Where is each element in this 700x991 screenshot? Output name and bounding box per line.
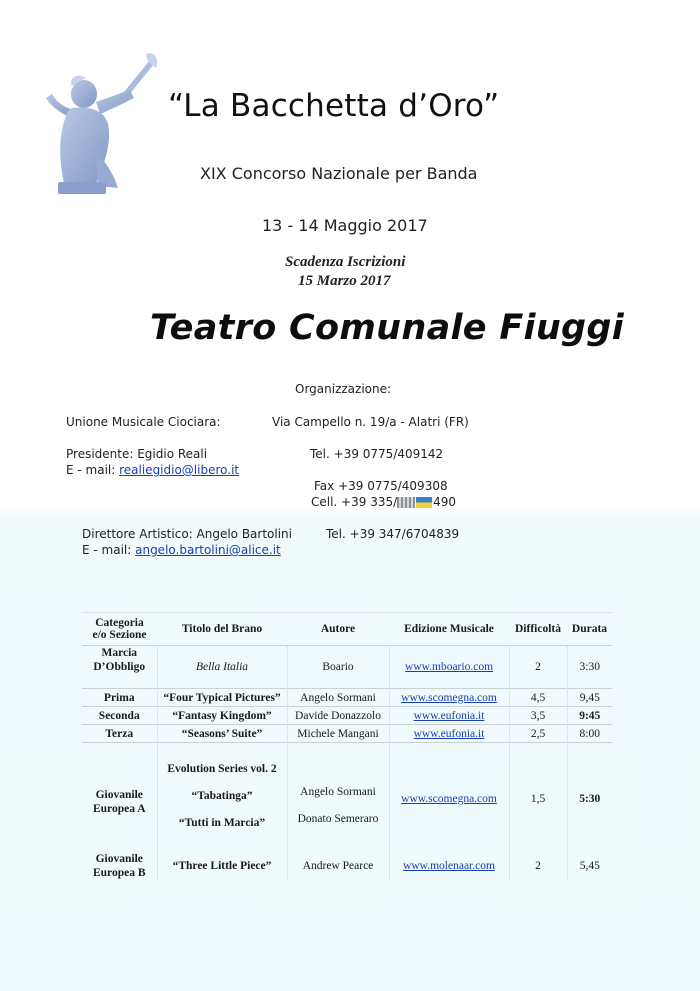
association-address: Via Campello n. 19/a - Alatri (FR) bbox=[272, 415, 469, 429]
header-title: Titolo del Brano bbox=[157, 613, 287, 646]
venue-title: Teatro Comunale Fiuggi bbox=[150, 308, 625, 348]
email-prefix: E - mail: bbox=[66, 463, 120, 477]
category-cell: Giovanile Europea B bbox=[92, 852, 146, 879]
cell-prefix: Cell. +39 335/ bbox=[311, 495, 398, 509]
duration-cell: 5,45 bbox=[567, 851, 612, 881]
president-email-link[interactable]: realiegidio@libero.it bbox=[119, 463, 240, 477]
artistic-director-email-link[interactable]: angelo.bartolini@alice.it bbox=[135, 543, 281, 557]
header-category: Categoria e/o Sezione bbox=[82, 613, 157, 646]
repertoire-table bbox=[82, 612, 612, 881]
edition-link[interactable]: www.mboario.com bbox=[404, 661, 494, 673]
author-cell: Davide Donazzolo bbox=[287, 707, 389, 725]
artistic-director-email-line bbox=[82, 543, 281, 557]
president-email-line bbox=[66, 463, 239, 477]
conductor-logo bbox=[38, 52, 168, 202]
event-title: “La Bacchetta d’Oro” bbox=[168, 88, 500, 124]
edition-cell[interactable] bbox=[389, 743, 509, 851]
author-cell: Boario bbox=[287, 646, 389, 689]
edition-link[interactable]: www.scomegna.com bbox=[401, 792, 497, 805]
artistic-director-phone: Tel. +39 347/6704839 bbox=[326, 527, 460, 541]
difficulty-cell: 3,5 bbox=[509, 707, 567, 725]
header-difficulty: Difficoltà bbox=[509, 613, 567, 646]
table-row bbox=[82, 689, 612, 707]
table-row bbox=[82, 743, 612, 851]
table-row bbox=[82, 646, 612, 689]
edition-cell[interactable] bbox=[389, 725, 509, 743]
title-cell: Evolution Series vol. 2 “Tabatinga” “Tutti in Marcia” bbox=[157, 743, 287, 851]
difficulty-cell: 1,5 bbox=[509, 743, 567, 851]
header-duration: Durata bbox=[567, 613, 612, 646]
table-row bbox=[82, 725, 612, 743]
category-cell: Seconda bbox=[98, 709, 140, 722]
edition-link[interactable]: www.molenaar.com bbox=[403, 859, 495, 872]
event-dates: 13 - 14 Maggio 2017 bbox=[262, 216, 428, 235]
category-cell: Marcia D’Obbligo bbox=[93, 647, 146, 673]
table-row bbox=[82, 707, 612, 725]
title-cell: “Three Little Piece” bbox=[157, 851, 287, 881]
author-cell: Angelo Sormani bbox=[287, 689, 389, 707]
deadline-label: Scadenza Iscrizioni bbox=[285, 254, 406, 270]
table-header-row bbox=[82, 613, 612, 646]
duration-cell: 8:00 bbox=[567, 725, 612, 743]
difficulty-cell: 2 bbox=[509, 646, 567, 689]
header-edition: Edizione Musicale bbox=[389, 613, 509, 646]
category-cell: Terza bbox=[105, 727, 134, 740]
president-name: Presidente: Egidio Reali bbox=[66, 447, 208, 461]
edition-cell[interactable] bbox=[389, 646, 509, 689]
fax-number: Fax +39 0775/409308 bbox=[314, 479, 448, 493]
artistic-director-name: Direttore Artistico: Angelo Bartolini bbox=[82, 527, 292, 541]
difficulty-cell: 2,5 bbox=[509, 725, 567, 743]
edition-link[interactable]: www.scomegna.com bbox=[401, 691, 497, 704]
duration-cell: 9,45 bbox=[567, 689, 612, 707]
title-cell: Bella Italia bbox=[157, 646, 287, 689]
title-cell: “Four Typical Pictures” bbox=[157, 689, 287, 707]
duration-cell: 9:45 bbox=[567, 707, 612, 725]
series-label: Evolution Series vol. 2 bbox=[167, 763, 277, 776]
difficulty-cell: 4,5 bbox=[509, 689, 567, 707]
deadline-date: 15 Marzo 2017 bbox=[298, 273, 391, 289]
cell-number bbox=[311, 495, 456, 509]
title-cell: “Seasons’ Suite” bbox=[157, 725, 287, 743]
edition-link[interactable]: www.eufonia.it bbox=[413, 709, 485, 722]
association-name: Unione Musicale Ciociara: bbox=[66, 415, 221, 429]
duration-cell: 5:30 bbox=[567, 743, 612, 851]
difficulty-cell: 2 bbox=[509, 851, 567, 881]
table-row bbox=[82, 851, 612, 881]
email-prefix: E - mail: bbox=[82, 543, 136, 557]
edition-cell[interactable] bbox=[389, 689, 509, 707]
president-phone: Tel. +39 0775/409142 bbox=[310, 447, 444, 461]
category-cell: Prima bbox=[103, 691, 135, 704]
duration-cell: 3:30 bbox=[567, 646, 612, 689]
cell-suffix: 490 bbox=[433, 495, 457, 509]
edition-link[interactable]: www.eufonia.it bbox=[413, 727, 485, 740]
header-author: Autore bbox=[287, 613, 389, 646]
author-cell: Angelo Sormani Donato Semeraro bbox=[287, 743, 389, 851]
author-cell: Michele Mangani bbox=[287, 725, 389, 743]
event-subtitle: XIX Concorso Nazionale per Banda bbox=[200, 164, 478, 183]
edition-cell[interactable] bbox=[389, 707, 509, 725]
obscured-digits bbox=[397, 497, 415, 508]
category-cell: Giovanile Europea A bbox=[92, 788, 146, 815]
title-cell: “Fantasy Kingdom” bbox=[157, 707, 287, 725]
organization-label: Organizzazione: bbox=[295, 382, 392, 396]
author-cell: Andrew Pearce bbox=[287, 851, 389, 881]
flag-icon bbox=[416, 497, 432, 508]
edition-cell[interactable] bbox=[389, 851, 509, 881]
